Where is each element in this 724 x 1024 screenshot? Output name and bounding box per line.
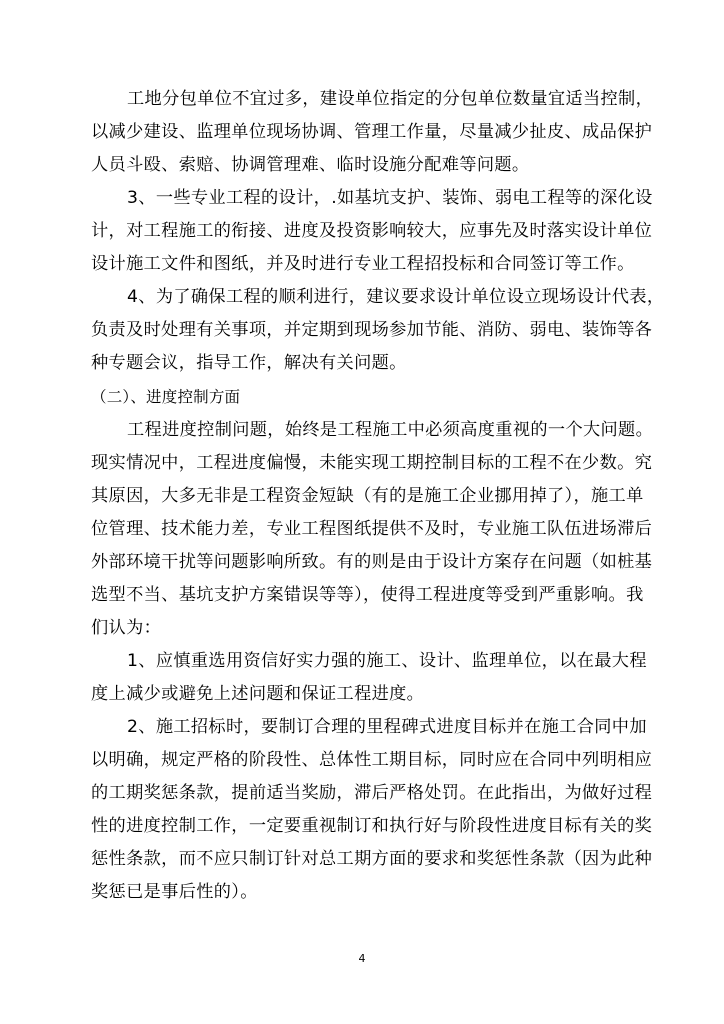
text-line: 位管理、技术能力差，专业工程图纸提供不及时，专业施工队伍进场滞后 [91,519,653,539]
text-line: 1、应慎重选用资信好实力强的施工、设计、监理单位，以在最大程 [127,651,647,671]
text-line: 2、施工招标时，要制订合理的里程碑式进度目标并在施工合同中加 [127,717,647,737]
text-line: 负责及时处理有关事项，并定期到现场参加节能、消防、弱电、装饰等各 [91,320,653,340]
text-line: 度上减少或避免上述问题和保证工程进度。 [91,684,425,704]
text-line: 惩性条款，而不应只制订针对总工期方面的要求和奖惩性条款（因为此种 [91,849,653,869]
text-line: 以明确，规定严格的阶段性、总体性工期目标，同时应在合同中列明相应 [91,750,653,770]
text-line: 奖惩已是事后性的）。 [91,882,258,902]
text-line: 工程进度控制问题，始终是工程施工中必须高度重视的一个大问题。 [127,420,654,440]
text-line: 工地分包单位不宜过多，建设单位指定的分包单位数量宜适当控制， [127,89,654,109]
text-line: 性的进度控制工作，一定要重视制订和执行好与阶段性进度目标有关的奖 [91,816,653,836]
section-heading: （二）、进度控制方面 [91,388,241,406]
text-line: 选型不当、基坑支护方案错误等等），使得工程进度等受到严重影响。我 [91,585,644,605]
text-line: 们认为： [91,618,162,638]
text-line: 以减少建设、监理单位现场协调、管理工作量，尽量减少扯皮、成品保护 [91,122,653,142]
text-line: 设计施工文件和图纸，并及时进行专业工程招投标和合同签订等工作。 [91,254,635,274]
text-line: 现实情况中，工程进度偏慢，未能实现工期控制目标的工程不在少数。究 [91,453,653,473]
text-line: 3、一些专业工程的设计，.如基坑支护、装饰、弱电工程等的深化设 [127,188,653,208]
text-line: 种专题会议，指导工作，解决有关问题。 [91,353,407,373]
text-line: 外部环境干扰等问题影响所致。有的则是由于设计方案存在问题（如桩基 [91,552,653,572]
text-line: 计，对工程施工的衔接、进度及投资影响较大，应事先及时落实设计单位 [91,221,653,241]
text-line: 人员斗殴、索赔、协调管理难、临时设施分配难等问题。 [91,155,530,175]
text-line: 的工期奖惩条款，提前适当奖励，滞后严格处罚。在此指出，为做好过程 [91,783,653,803]
page-number: 4 [358,952,366,965]
text-line: 4、为了确保工程的顺利进行，建议要求设计单位设立现场设计代表， [127,287,665,307]
text-line: 其原因，大多无非是工程资金短缺（有的是施工企业挪用掉了），施工单 [91,486,644,506]
